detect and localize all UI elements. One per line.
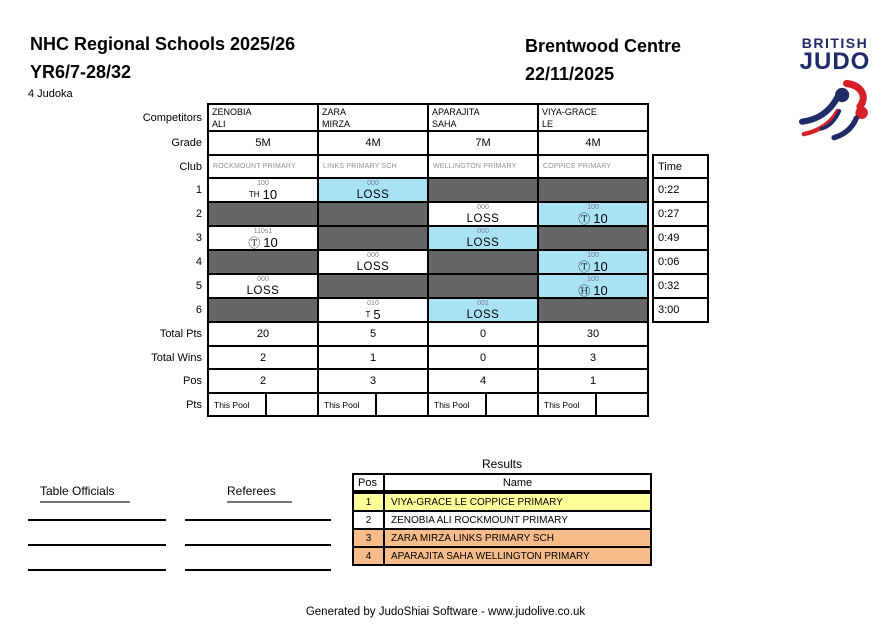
row-label-total-pts: Total Pts bbox=[129, 321, 202, 347]
result-value: 10 bbox=[593, 259, 608, 274]
total-pts-cell: 30 bbox=[537, 321, 649, 347]
results-rows bbox=[352, 492, 652, 566]
result-pos: 3 bbox=[352, 528, 385, 548]
match-row bbox=[129, 297, 709, 323]
match-cell bbox=[317, 177, 429, 203]
competitor-first-name: APARAJITA bbox=[432, 107, 480, 117]
match-result bbox=[365, 308, 380, 322]
match-cell bbox=[207, 177, 319, 203]
competitor-last-name: LE bbox=[542, 119, 554, 129]
result-pos: 4 bbox=[352, 546, 385, 566]
pts-cell bbox=[207, 392, 319, 417]
pts-cell bbox=[427, 392, 539, 417]
time-column-header: Time bbox=[652, 154, 709, 179]
result-value: LOSS bbox=[466, 213, 500, 225]
result-value: 10 bbox=[263, 235, 278, 250]
signature-line bbox=[28, 496, 166, 521]
match-result bbox=[467, 308, 500, 322]
signature-line bbox=[185, 496, 331, 521]
result-value: LOSS bbox=[356, 189, 390, 201]
grade-cell: 7M bbox=[427, 130, 539, 156]
match-number: 6 bbox=[129, 297, 202, 323]
match-row bbox=[129, 273, 709, 299]
result-value: 10 bbox=[262, 187, 278, 202]
results-row bbox=[352, 492, 652, 512]
judoka-count: 4 Judoka bbox=[28, 88, 73, 100]
match-cell bbox=[427, 201, 539, 227]
score-code: 001 bbox=[477, 300, 489, 307]
result-name: VIYA-GRACE LE COPPICE PRIMARY bbox=[383, 492, 652, 512]
score-code: 010 bbox=[367, 300, 379, 307]
match-cell bbox=[537, 249, 649, 275]
win-type-prefix: Ⓣ bbox=[248, 236, 261, 250]
result-name: ZARA MIRZA LINKS PRIMARY SCH bbox=[383, 528, 652, 548]
competitor-name-cell bbox=[317, 103, 429, 132]
pool-table bbox=[129, 103, 709, 417]
signature-line bbox=[28, 546, 166, 571]
pos-cell: 1 bbox=[537, 368, 649, 394]
pool-row-club bbox=[129, 154, 709, 179]
grade-cell: 5M bbox=[207, 130, 319, 156]
british-judo-logo bbox=[793, 36, 877, 147]
grade-cell: 4M bbox=[317, 130, 429, 156]
pool-row-competitors bbox=[129, 103, 709, 132]
result-value: 10 bbox=[593, 283, 608, 298]
club-cell: WELLINGTON PRIMARY bbox=[427, 154, 539, 179]
pts-cell bbox=[317, 392, 429, 417]
match-number: 4 bbox=[129, 249, 202, 275]
competitor-last-name: ALI bbox=[212, 119, 226, 129]
row-label-club: Club bbox=[129, 154, 202, 179]
match-time: 0:22 bbox=[652, 177, 709, 203]
signature-line bbox=[185, 546, 331, 571]
match-cell bbox=[537, 273, 649, 299]
pool-row-total-pts bbox=[129, 321, 709, 347]
this-pool-cell: This Pool bbox=[209, 394, 267, 415]
row-label-pos: Pos bbox=[129, 368, 202, 394]
match-row bbox=[129, 177, 709, 203]
match-cell-blocked bbox=[317, 225, 429, 251]
match-time: 3:00 bbox=[652, 297, 709, 323]
pool-row-total-wins bbox=[129, 345, 709, 370]
result-pos: 1 bbox=[352, 492, 385, 512]
pos-cell: 4 bbox=[427, 368, 539, 394]
result-name: APARAJITA SAHA WELLINGTON PRIMARY bbox=[383, 546, 652, 566]
category-title: YR6/7-28/32 bbox=[30, 62, 132, 82]
referees-signature-lines bbox=[185, 496, 331, 571]
match-number: 3 bbox=[129, 225, 202, 251]
pos-cell: 3 bbox=[317, 368, 429, 394]
match-result bbox=[248, 236, 277, 250]
footer-credit: Generated by JudoShiai Software - www.judolive.co.uk bbox=[305, 606, 586, 618]
match-cell-blocked bbox=[537, 225, 649, 251]
club-cell: COPPICE PRIMARY bbox=[537, 154, 649, 179]
this-pool-cell: This Pool bbox=[319, 394, 377, 415]
match-result bbox=[467, 236, 500, 250]
result-value: LOSS bbox=[356, 261, 390, 273]
match-result bbox=[578, 284, 607, 298]
pos-cell: 2 bbox=[207, 368, 319, 394]
result-value: LOSS bbox=[246, 285, 280, 297]
match-cell bbox=[427, 225, 539, 251]
competitor-last-name: MIRZA bbox=[322, 119, 350, 129]
pts-value-cell bbox=[377, 394, 427, 415]
results-row bbox=[352, 528, 652, 548]
score-code: 000 bbox=[477, 228, 489, 235]
win-type-prefix: Ⓣ bbox=[578, 260, 591, 274]
total-wins-cell: 1 bbox=[317, 345, 429, 370]
match-result bbox=[357, 188, 390, 202]
score-code: 110s1 bbox=[253, 228, 273, 235]
logo-text-british: BRITISH bbox=[801, 35, 869, 51]
total-pts-cell: 0 bbox=[427, 321, 539, 347]
result-name: ZENOBIA ALI ROCKMOUNT PRIMARY bbox=[383, 510, 652, 530]
total-pts-cell: 20 bbox=[207, 321, 319, 347]
win-type-prefix: Ⓗ bbox=[578, 284, 591, 298]
score-code: 000 bbox=[257, 276, 269, 283]
match-cell bbox=[317, 249, 429, 275]
competitor-first-name: ZENOBIA bbox=[212, 107, 252, 117]
result-value: LOSS bbox=[466, 237, 500, 249]
pool-row-pts bbox=[129, 392, 709, 417]
win-type-prefix: Ⓣ bbox=[578, 212, 591, 226]
match-cell bbox=[207, 225, 319, 251]
pts-cell bbox=[537, 392, 649, 417]
score-code: 100 bbox=[257, 180, 269, 187]
result-pos: 2 bbox=[352, 510, 385, 530]
match-time: 0:06 bbox=[652, 249, 709, 275]
match-time: 0:27 bbox=[652, 201, 709, 227]
score-code: 100 bbox=[587, 204, 599, 211]
result-value: 10 bbox=[593, 211, 608, 226]
results-table bbox=[352, 473, 652, 566]
event-date: 22/11/2025 bbox=[525, 64, 615, 84]
match-cell-blocked bbox=[537, 297, 649, 323]
competitor-name-cell bbox=[207, 103, 319, 132]
row-label-total-wins: Total Wins bbox=[129, 345, 202, 370]
pts-value-cell bbox=[487, 394, 537, 415]
row-label-grade: Grade bbox=[129, 130, 202, 156]
match-cell-blocked bbox=[427, 249, 539, 275]
row-label-pts: Pts bbox=[129, 392, 202, 417]
match-cell-blocked bbox=[537, 177, 649, 203]
match-cell-blocked bbox=[427, 177, 539, 203]
total-wins-cell: 2 bbox=[207, 345, 319, 370]
competitor-first-name: VIYA-GRACE bbox=[542, 107, 597, 117]
result-value: LOSS bbox=[466, 309, 500, 321]
row-label-competitors: Competitors bbox=[129, 103, 202, 132]
match-result bbox=[467, 212, 500, 226]
score-code: 100 bbox=[587, 276, 599, 283]
score-code: 100 bbox=[587, 252, 599, 259]
club-cell: ROCKMOUNT PRIMARY bbox=[207, 154, 319, 179]
total-wins-cell: 3 bbox=[537, 345, 649, 370]
logo-text-judo: JUDO bbox=[799, 48, 871, 75]
match-cell-blocked bbox=[207, 201, 319, 227]
match-row bbox=[129, 249, 709, 275]
match-cell-blocked bbox=[317, 201, 429, 227]
match-result bbox=[247, 284, 280, 298]
match-time: 0:49 bbox=[652, 225, 709, 251]
referees-label: Referees bbox=[227, 484, 292, 503]
this-pool-cell: This Pool bbox=[539, 394, 597, 415]
match-cell bbox=[207, 273, 319, 299]
total-wins-cell: 0 bbox=[427, 345, 539, 370]
table-officials-signature-lines bbox=[28, 496, 166, 571]
match-time: 0:32 bbox=[652, 273, 709, 299]
results-header-pos: Pos bbox=[352, 473, 385, 492]
signature-line bbox=[28, 521, 166, 546]
match-result bbox=[578, 260, 607, 274]
venue-name: Brentwood Centre bbox=[525, 36, 682, 56]
match-row bbox=[129, 225, 709, 251]
match-number: 1 bbox=[129, 177, 202, 203]
club-cell: LINKS PRIMARY SCH bbox=[317, 154, 429, 179]
match-cell bbox=[317, 297, 429, 323]
match-cell bbox=[537, 201, 649, 227]
results-row bbox=[352, 510, 652, 530]
score-code: 000 bbox=[367, 252, 379, 259]
pts-value-cell bbox=[597, 394, 647, 415]
match-result bbox=[578, 212, 607, 226]
score-code: 000 bbox=[477, 204, 489, 211]
table-officials-label: Table Officials bbox=[40, 484, 130, 503]
pool-row-grade bbox=[129, 130, 709, 156]
result-value: 5 bbox=[373, 307, 381, 322]
results-header-row bbox=[352, 473, 652, 492]
results-row bbox=[352, 546, 652, 566]
match-cell-blocked bbox=[317, 273, 429, 299]
pts-value-cell bbox=[267, 394, 317, 415]
match-number: 2 bbox=[129, 201, 202, 227]
this-pool-cell: This Pool bbox=[429, 394, 487, 415]
match-cell-blocked bbox=[207, 249, 319, 275]
total-pts-cell: 5 bbox=[317, 321, 429, 347]
competitor-name-cell bbox=[537, 103, 649, 132]
results-title: Results bbox=[481, 457, 522, 471]
judoka-figure-icon bbox=[795, 75, 875, 147]
score-code: 000 bbox=[367, 180, 379, 187]
win-type-prefix: T bbox=[365, 310, 371, 319]
competitor-last-name: SAHA bbox=[432, 119, 457, 129]
match-number: 5 bbox=[129, 273, 202, 299]
match-result bbox=[249, 188, 277, 202]
event-title: NHC Regional Schools 2025/26 bbox=[30, 34, 296, 54]
match-cell-blocked bbox=[427, 273, 539, 299]
match-result bbox=[357, 260, 390, 274]
match-row bbox=[129, 201, 709, 227]
grade-cell: 4M bbox=[537, 130, 649, 156]
win-type-prefix: TH bbox=[248, 190, 260, 199]
competitor-first-name: ZARA bbox=[322, 107, 347, 117]
signature-line bbox=[185, 521, 331, 546]
match-cell-blocked bbox=[207, 297, 319, 323]
match-cell bbox=[427, 297, 539, 323]
results-header-name: Name bbox=[383, 473, 652, 492]
pool-row-pos bbox=[129, 368, 709, 394]
competitor-name-cell bbox=[427, 103, 539, 132]
